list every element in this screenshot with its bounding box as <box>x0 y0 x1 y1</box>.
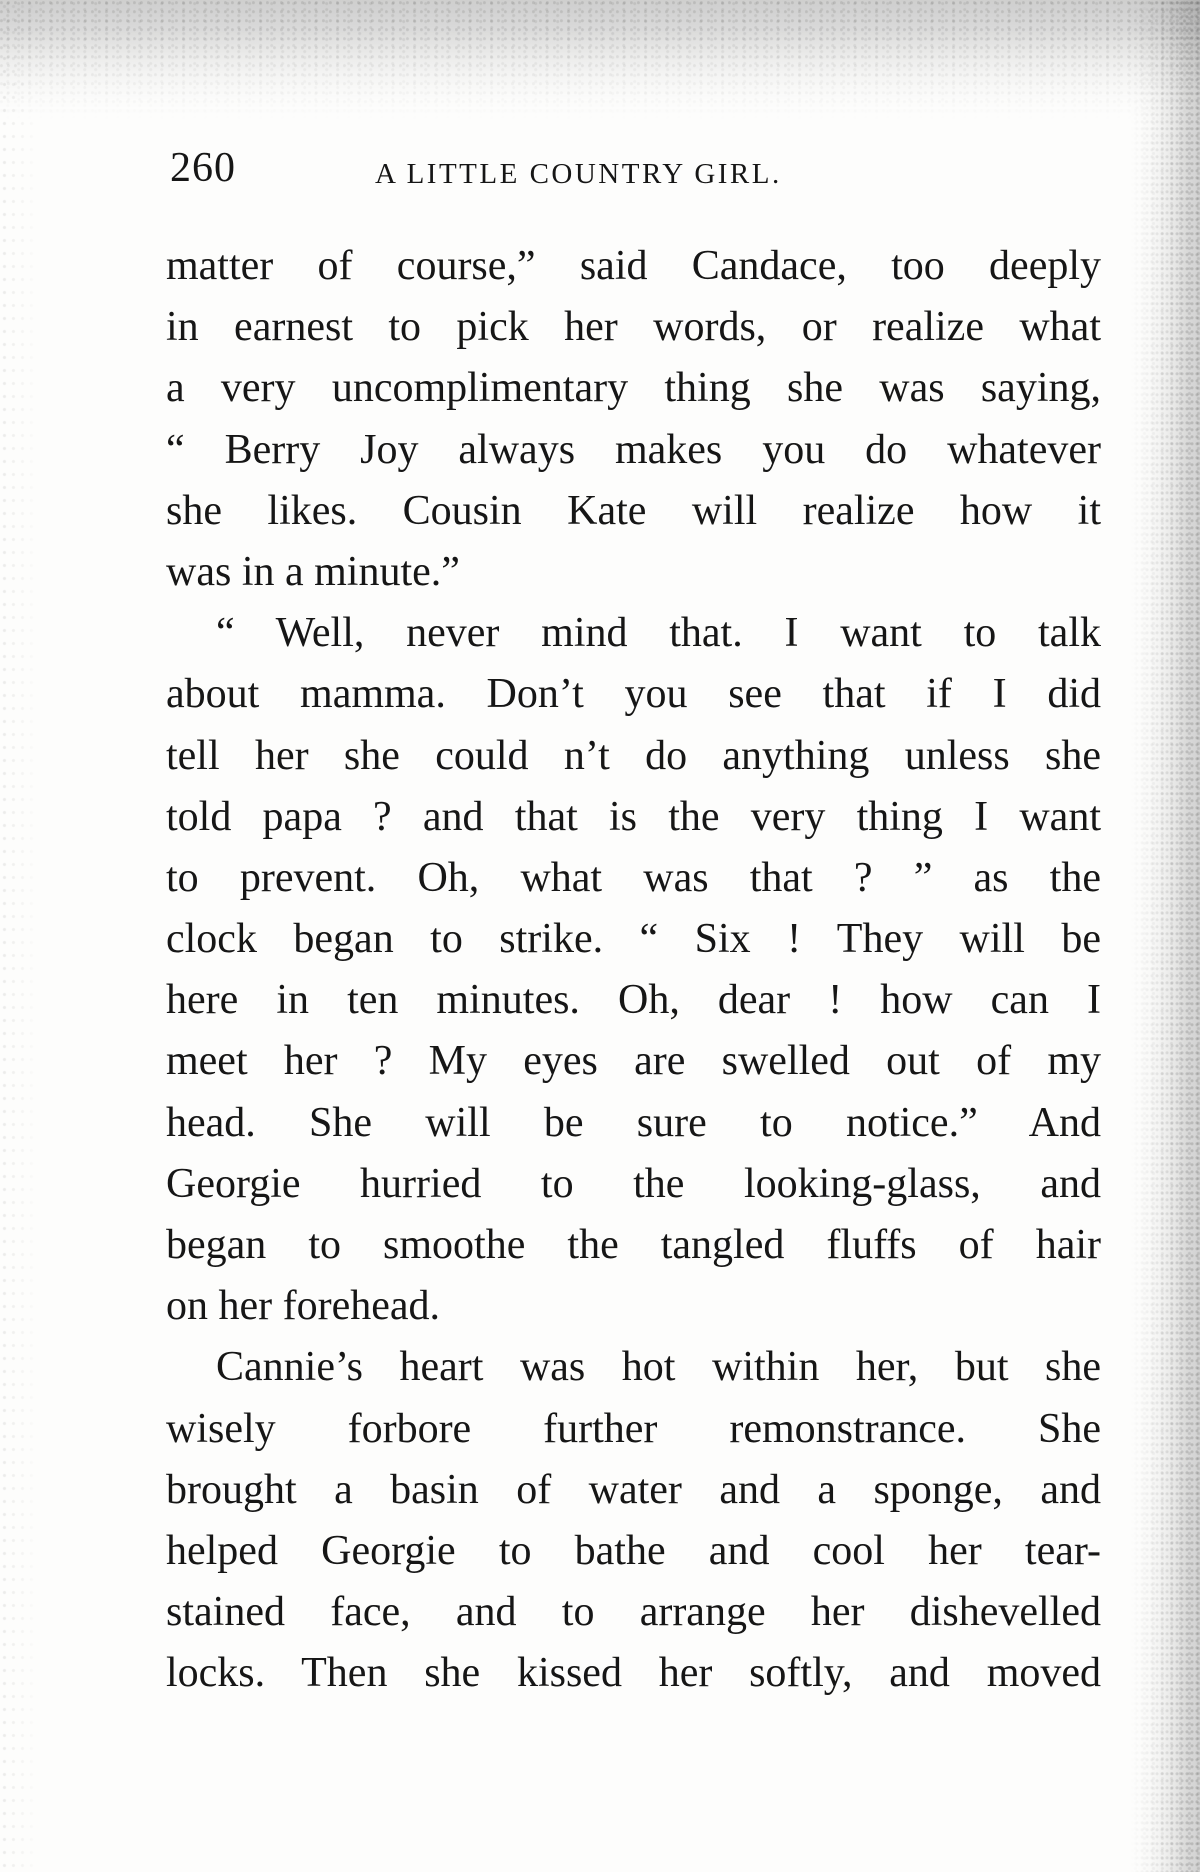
text-line: tell her she could n’t do anything unless she <box>166 732 1101 779</box>
text-line: helped Georgie to bathe and cool her tear- <box>166 1527 1101 1574</box>
text-line: head. She will be sure to notice.” And <box>166 1099 1101 1146</box>
scan-edge-top <box>0 0 1200 120</box>
text-line: clock began to strike. “ Six ! They will be <box>166 916 1101 963</box>
text-line: “ Well, never mind that. I want to talk <box>216 610 1101 657</box>
page-header <box>170 138 970 198</box>
text-line: Cannie’s heart was hot within her, but she <box>216 1344 1101 1391</box>
text-line: brought a basin of water and a sponge, and <box>166 1466 1101 1513</box>
scan-edge-left <box>0 0 40 1872</box>
text-line: Georgie hurried to the looking-glass, and <box>166 1160 1101 1207</box>
text-line: “ Berry Joy always makes you do whatever <box>166 426 1101 473</box>
text-line: locks. Then she kissed her softly, and moved <box>166 1650 1101 1697</box>
text-line: here in ten minutes. Oh, dear ! how can I <box>166 977 1101 1024</box>
page-number: 260 <box>170 145 236 191</box>
text-line: meet her ? My eyes are swelled out of my <box>166 1038 1101 1085</box>
text-line: to prevent. Oh, what was that ? ” as the <box>166 854 1101 901</box>
text-line: she likes. Cousin Kate will realize how it <box>166 487 1101 534</box>
text-line: stained face, and to arrange her dishevelled <box>166 1589 1101 1636</box>
text-line: about mamma. Don’t you see that if I did <box>166 671 1101 718</box>
running-title: A LITTLE COUNTRY GIRL. <box>375 158 782 190</box>
text-line: told papa ? and that is the very thing I want <box>166 793 1101 840</box>
text-line: began to smoothe the tangled fluffs of hair <box>166 1222 1101 1268</box>
text-line: a very uncomplimentary thing she was saying, <box>166 365 1101 412</box>
text-line: in earnest to pick her words, or realize what <box>166 304 1101 351</box>
text-line: on her forehead. <box>166 1283 441 1330</box>
text-line: matter of course,” said Candace, too deeply <box>166 243 1101 289</box>
body-text <box>166 236 1101 1705</box>
text-line: was in a minute.” <box>166 548 460 595</box>
scan-edge-right <box>1130 0 1200 1872</box>
text-line: wisely forbore further remonstrance. She <box>166 1405 1101 1452</box>
